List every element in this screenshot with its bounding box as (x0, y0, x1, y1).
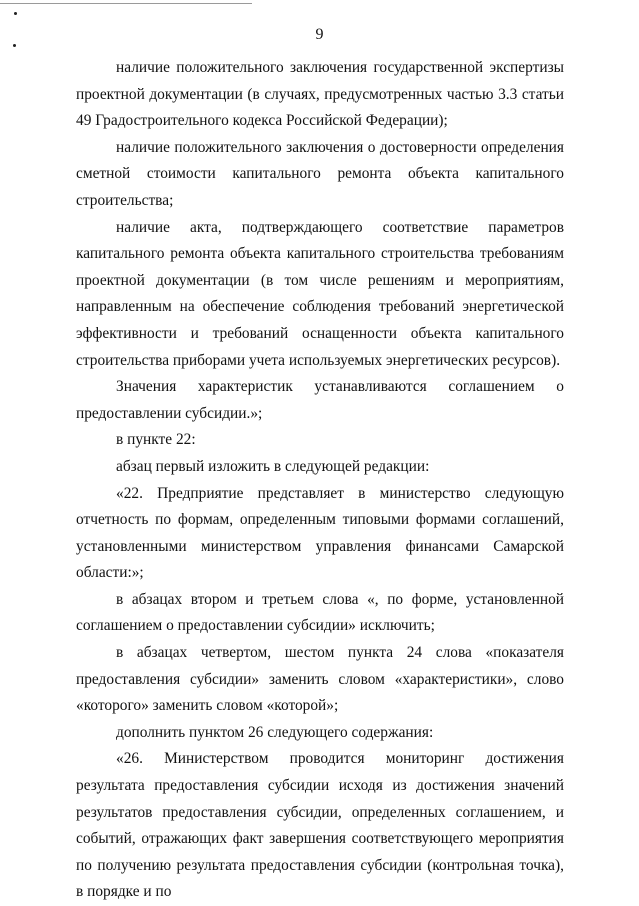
scan-mark (13, 44, 16, 47)
paragraph-words-excluded: в абзацах втором и третьем слова «, по форме, установленной соглашением о предоставлении субсидии» исключить; (76, 590, 564, 635)
paragraph-clause-22-intro: в пункте 22: (116, 431, 196, 449)
scan-mark (14, 12, 17, 15)
top-divider (0, 3, 252, 4)
paragraph-estimate-conclusion: наличие положительного заключения о достоверности определения сметной стоимости капитального ремонта объекта капитального строительства; (76, 138, 564, 209)
document-body (76, 55, 564, 906)
paragraph-characteristics-values: Значения характеристик устанавливаются соглашением о предоставлении субсидии.»; (76, 378, 564, 422)
paragraph-clause-24-replace: в абзацах четвертом, шестом пункта 24 слова «показателя предоставления субсидии» заменить словом «характеристики», слово «которого» заменить словом «которой»; (76, 644, 564, 715)
paragraph-clause-22-text: «22. Предприятие представляет в министерство следующую отчетность по формам, определенным типовыми формами соглашений, установленными министерством управления финансами Самарской области:»; (76, 484, 564, 582)
paragraph-compliance-act: наличие акта, подтверждающего соответствие параметров капитального ремонта объекта капитального строительства требованиям проектной документации (в том числе решениям и мероприятиям, направленным на обеспечение соблюдения требований энергетической эффективности и требований оснащенности объекта капитального строительства приборами учета используемых энергетических ресурсов). (76, 218, 564, 369)
paragraph-expertise-conclusion: наличие положительного заключения государственной экспертизы проектной документации (в случаях, предусмотренных частью 3.3 статьи 49 Градостроительного кодекса Российской Федерации); (76, 59, 564, 130)
paragraph-add-clause-26: дополнить пунктом 26 следующего содержания: (116, 723, 434, 741)
paragraph-clause-26-text: «26. Министерством проводится мониторинг достижения результата предоставления субсидии исходя из достижения значений результатов предоставления субсидии, определенных соглашением, и событий, отражающих факт завершения соответствующего мероприятия по получению результата предоставления субсидии (контрольная точка), в порядке и по (76, 750, 564, 901)
page-number: 9 (315, 26, 324, 43)
paragraph-first-subparagraph: абзац первый изложить в следующей редакции: (116, 457, 430, 475)
